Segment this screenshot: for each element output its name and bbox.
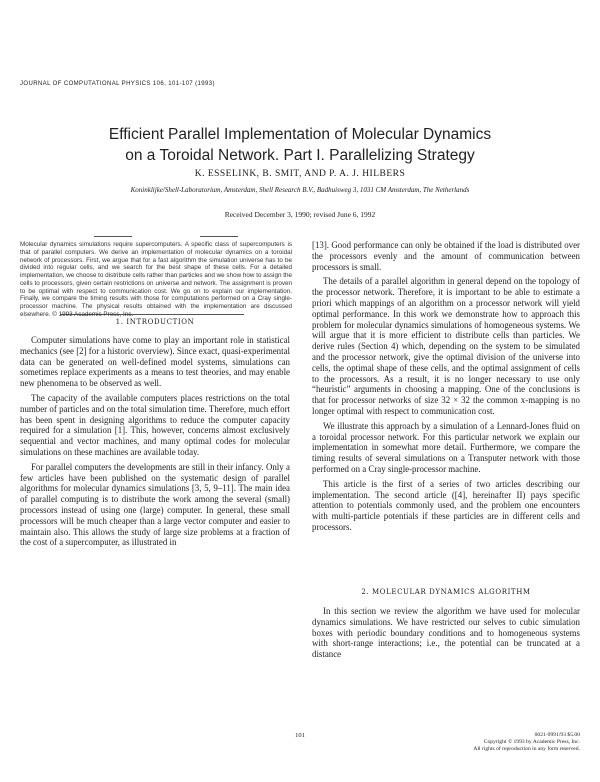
footnote-line-3: All rights of reproduction in any form reserved. — [473, 745, 580, 752]
right-column-section-2 — [312, 606, 580, 660]
running-head: JOURNAL OF COMPUTATIONAL PHYSICS 106, 101-107 (1993) — [20, 81, 215, 87]
intro-continued-paragraph-2: The details of a parallel algorithm in general depend on the topology of the processor network. Therefore, it is important to be able to estimate a priori which mappings of an algorithm on a processor network will yield optimal performance. In this work we demonstrate how to approach this problem for molecular dynamics simulations of homogeneous systems. We will argue that it is more efficient to distribute cells than particles. We derive rules (Section 4) which, depending on the system to be simulated and the processor network, give the optimal division of the universe into cells, the optimal shape of these cells, and the optimal assignment of cells to the processors. As a result, it is no longer necessary to use only “heuristic” arguments in choosing a mapping. One of the conclusions is that for processor networks of size 32 × 32 the common x-mapping is no longer optimal with respect to communication cost. — [312, 276, 580, 416]
article-title — [60, 124, 540, 166]
copyright-footnote — [420, 732, 580, 752]
section-heading-md-algorithm: 2. MOLECULAR DYNAMICS ALGORITHM — [361, 588, 531, 596]
intro-paragraph-1: Computer simulations have come to play an important role in statistical mechanics (see [2] for a historic overview). Since exact, quasi-experimental data can be generated on well-defined model systems, simulations can sometimes replace experiments as a means to test theories, and may enable new phenomena to be observed as well. — [20, 335, 290, 389]
intro-continued-paragraph-3: We illustrate this approach by a simulation of a Lennard-Jones fluid on a toroidal processor network. For this particular network we explain our implementation in somewhat more detail. Furthermore, we compare the timing results of several simulations on a Transputer network with those performed on a Cray single-processor machine. — [312, 420, 580, 474]
md-paragraph-1: In this section we review the algorithm we have used for molecular dynamics simulations. We have restricted our selves to cubic simulation boxes with periodic boundary conditions and to homogeneous systems with short-range interactions; i.e., the potential can be truncated at a distance — [312, 606, 580, 660]
footnote-line-1: 0021-9991/93 $5.00 — [534, 732, 580, 738]
abstract-text: Molecular dynamics simulations require supercomputers. A specific class of supercomputers is that of parallel computers. We derive an implementation of molecular dynamics on a toroidal network of processors. First, we argue that for a fast algorithm the simulation universe has to be divided into regular cells, and we search for the best shape of these cells. For a detailed implementation, we choose to distribute cells rather than particles and we show how to assign the cells to processors, given certain restrictions on universe and network. The assignment is proven to be optimal with respect to communication cost. We go on to explain our implementation. Finally, we compare the timing results with those for computations performed on a Cray single-processor machine. The physical results obtained with the implementation are discussed elsewhere. © 1993 Academic Press, Inc. — [20, 241, 292, 318]
affiliation: Koninklijke/Shell-Laboratorium, Amsterdam, Shell Research B.V., Badhuisweg 3, 1031 CM Amsterdam, The Netherlands — [130, 186, 470, 194]
right-column — [312, 240, 580, 533]
abstract-rule-left — [94, 236, 132, 237]
intro-continued-paragraph-4: This article is the first of a series of two articles describing our implementation. The second article ([4], hereinafter II) pays specific attention to potentials commonly used, and the problem one encounters with multi-particle potentials if these particles are in different cells and processors. — [312, 478, 580, 532]
abstract — [20, 241, 292, 319]
footnote-line-2: Copyright © 1993 by Academic Press, Inc. — [483, 738, 580, 745]
left-column — [20, 335, 290, 548]
abstract-rule-right — [200, 236, 238, 237]
author-list: K. ESSELINK, B. SMIT, AND P. A. J. HILBERS — [194, 169, 406, 179]
page-number: 101 — [295, 732, 305, 739]
intro-paragraph-2: The capacity of the available computers places restrictions on the total number of particles and on the total simulation time. Therefore, much effort has been spent in designing algorithms to reduce the computer capacity required for a simulation [1]. This, however, concerns almost exclusively sequential and vector machines, and many optimal codes for molecular simulations on these machines are available today. — [20, 392, 290, 457]
intro-continued-paragraph-1: [13]. Good performance can only be obtained if the load is distributed over the processors evenly and the amount of communication between processors is small. — [312, 240, 580, 272]
title-line-2: on a Toroidal Network. Part I. Parallelizing Strategy — [125, 147, 475, 164]
section-heading-introduction: 1. INTRODUCTION — [115, 318, 195, 326]
title-line-1: Efficient Parallel Implementation of Molecular Dynamics — [108, 126, 492, 143]
received-date: Received December 3, 1990; revised June 6, 1992 — [224, 210, 376, 219]
intro-paragraph-3: For parallel computers the developments are still in their infancy. Only a few articles have been published on the systematic design of parallel algorithms for molecular dynamics simulations [3, 5, 9–11]. The main idea of parallel computing is to distribute the work among the several (small) processors instead of using one (large) computer. In general, these small processors will be much cheaper than a large vector computer and easier to maintain also. This allows the study of large size problems at a fraction of the cost of a supercomputer, as illustrated in — [20, 461, 290, 548]
